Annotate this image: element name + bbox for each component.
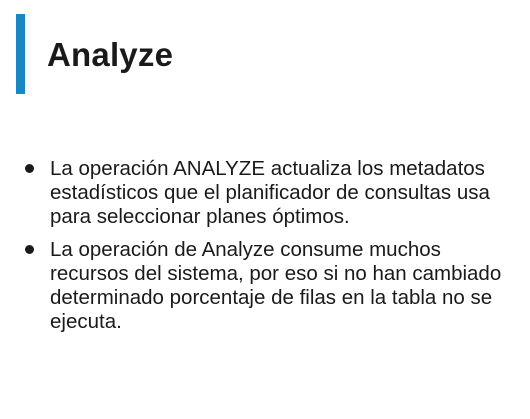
bullet-dot-icon [25, 164, 34, 173]
bullet-dot-icon [25, 245, 34, 254]
bullet-list [22, 157, 512, 343]
bullet-text: La operación ANALYZE actualiza los metadatos estadísticos que el planificador de consultas usa para seleccionar planes óptimos. [50, 157, 490, 228]
bullet-item [22, 157, 512, 229]
bullet-text: La operación de Analyze consume muchos recursos del sistema, por eso si no han cambiado determinado porcentaje de filas en la tabla no se ejecuta. [50, 238, 502, 333]
bullet-item [22, 238, 512, 334]
slide-title: Analyze [47, 35, 174, 73]
title-block [16, 14, 173, 94]
title-accent-bar [16, 14, 25, 94]
